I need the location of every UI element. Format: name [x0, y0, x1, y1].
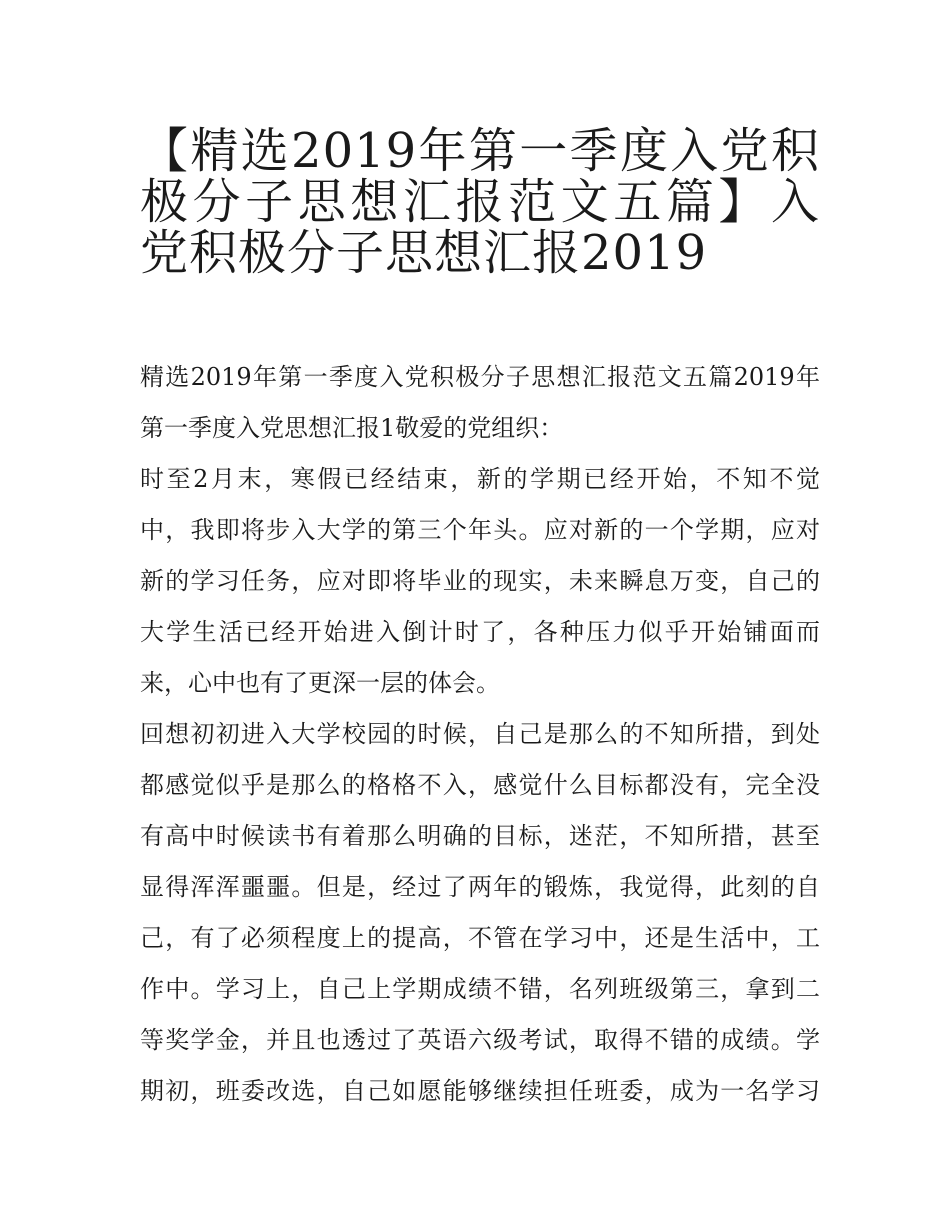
body-line-5: 新的学习任务，应对即将毕业的现实，未来瞬息万变，自己的 — [140, 567, 820, 595]
body-line-2: 第一季度入党思想汇报1敬爱的党组织： — [140, 414, 564, 442]
body-line-12: 己，有了必须程度上的提高，不管在学习中，还是生活中，工 — [140, 924, 820, 952]
document-body — [140, 352, 820, 1117]
title-line-3: 党积极分子思想汇报2019 — [140, 225, 708, 281]
body-line-10: 有高中时候读书有着那么明确的目标，迷茫，不知所措，甚至 — [140, 822, 820, 850]
title-line-2: 极分子思想汇报范文五篇】入 — [140, 174, 820, 230]
body-line-15: 期初，班委改选，自己如愿能够继续担任班委，成为一名学习 — [140, 1077, 820, 1105]
body-line-11: 显得浑浑噩噩。但是，经过了两年的锻炼，我觉得，此刻的自 — [140, 873, 820, 901]
body-line-14: 等奖学金，并且也透过了英语六级考试，取得不错的成绩。学 — [140, 1026, 820, 1054]
body-line-4: 中，我即将步入大学的第三个年头。应对新的一个学期，应对 — [140, 516, 820, 544]
body-line-9: 都感觉似乎是那么的格格不入，感觉什么目标都没有，完全没 — [140, 771, 820, 799]
body-line-6: 大学生活已经开始进入倒计时了，各种压力似乎开始铺面而 — [140, 618, 820, 646]
body-line-13: 作中。学习上，自己上学期成绩不错，名列班级第三，拿到二 — [140, 975, 820, 1003]
body-line-3: 时至2月末，寒假已经结束，新的学期已经开始，不知不觉 — [140, 465, 820, 493]
body-line-7: 来，心中也有了更深一层的体会。 — [140, 669, 500, 697]
body-line-1: 精选2019年第一季度入党积极分子思想汇报范文五篇2019年 — [140, 363, 820, 391]
document-title — [140, 112, 820, 281]
body-line-8: 回想初初进入大学校园的时候，自己是那么的不知所措，到处 — [140, 720, 820, 748]
title-line-1: 【精选2019年第一季度入党积 — [140, 123, 820, 179]
